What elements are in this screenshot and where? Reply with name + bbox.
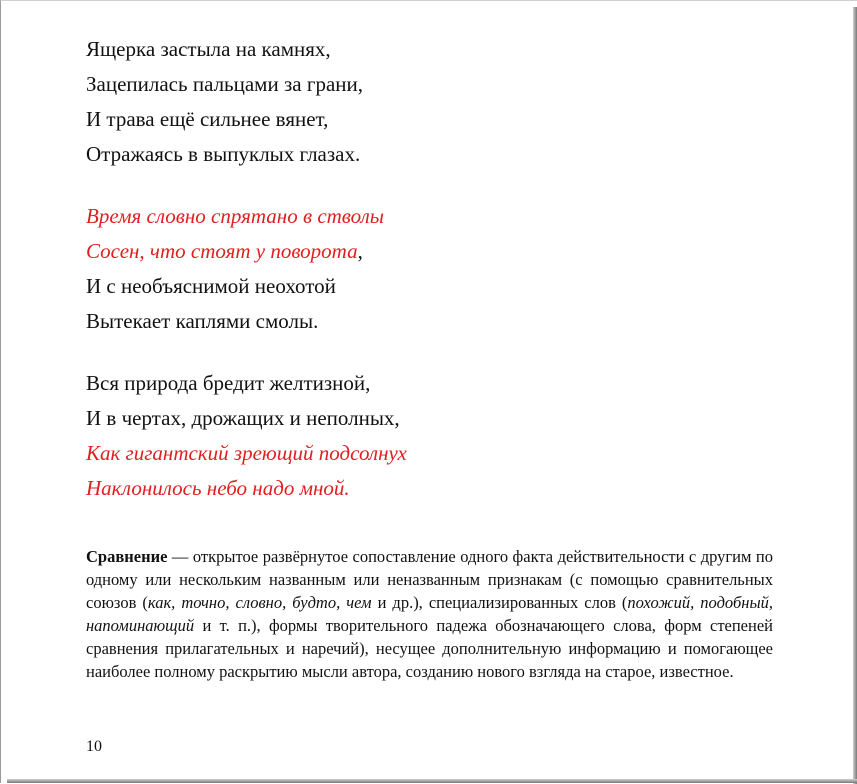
definition-conjunctions: как, точно, словно, будто, чем (147, 592, 372, 612)
poem-line-highlighted-text: Сосен, что стоят у поворота (86, 239, 358, 263)
poem-line: И с необъяснимой неохотой (86, 274, 336, 298)
poem-line: И в чертах, дрожащих и неполных, (86, 406, 400, 430)
poem-line: Отражаясь в выпуклых глазах. (86, 142, 361, 166)
poem-line: И трава ещё сильнее вянет, (86, 107, 329, 131)
page-shadow-bottom (7, 779, 857, 783)
definition-term: Сравнение (86, 546, 168, 566)
poem-line: Вся природа бредит желтизной, (86, 371, 371, 395)
poem-line-highlighted: Время словно спрятано в стволы (86, 204, 384, 228)
poem-stanza-3 (86, 368, 786, 508)
poem-stanza-1 (86, 34, 786, 174)
page-shadow-right (853, 7, 857, 784)
definition-paragraph (86, 545, 773, 683)
poem-line-highlighted (86, 236, 786, 271)
definition-text: и т. п.), формы творительного падежа обозначающего слова, форм степеней сравнения прилагательных и наречий), несущее дополнительную информацию и помогающее наиболее полному раскрытию мысли автора, созданию нового взгляда на старое, известное. (86, 615, 773, 681)
poem-line: Вытекает каплями смолы. (86, 309, 319, 333)
poem-line-highlighted: Наклонилось небо надо мной. (86, 476, 350, 500)
definition-text: и др.), специализированных слов ( (371, 592, 628, 612)
definition-text: — открытое развёрнутое сопоставление одного факта действительности с другим по одному или нескольким названным или неназванным признакам (с помощью сравнительных союзов ( (86, 546, 773, 612)
poem-line: Зацепилась пальцами за грани, (86, 72, 363, 96)
poem-line-punctuation: , (357, 239, 363, 263)
poem-stanza-2 (86, 201, 786, 341)
page-number: 10 (86, 738, 102, 755)
definition-words: похожий, подобный, напоминающий (86, 592, 774, 635)
poem-line-highlighted: Как гигантский зреющий подсолнух (86, 441, 407, 465)
poem (86, 34, 786, 535)
poem-line: Ящерка застыла на камнях, (86, 37, 331, 61)
